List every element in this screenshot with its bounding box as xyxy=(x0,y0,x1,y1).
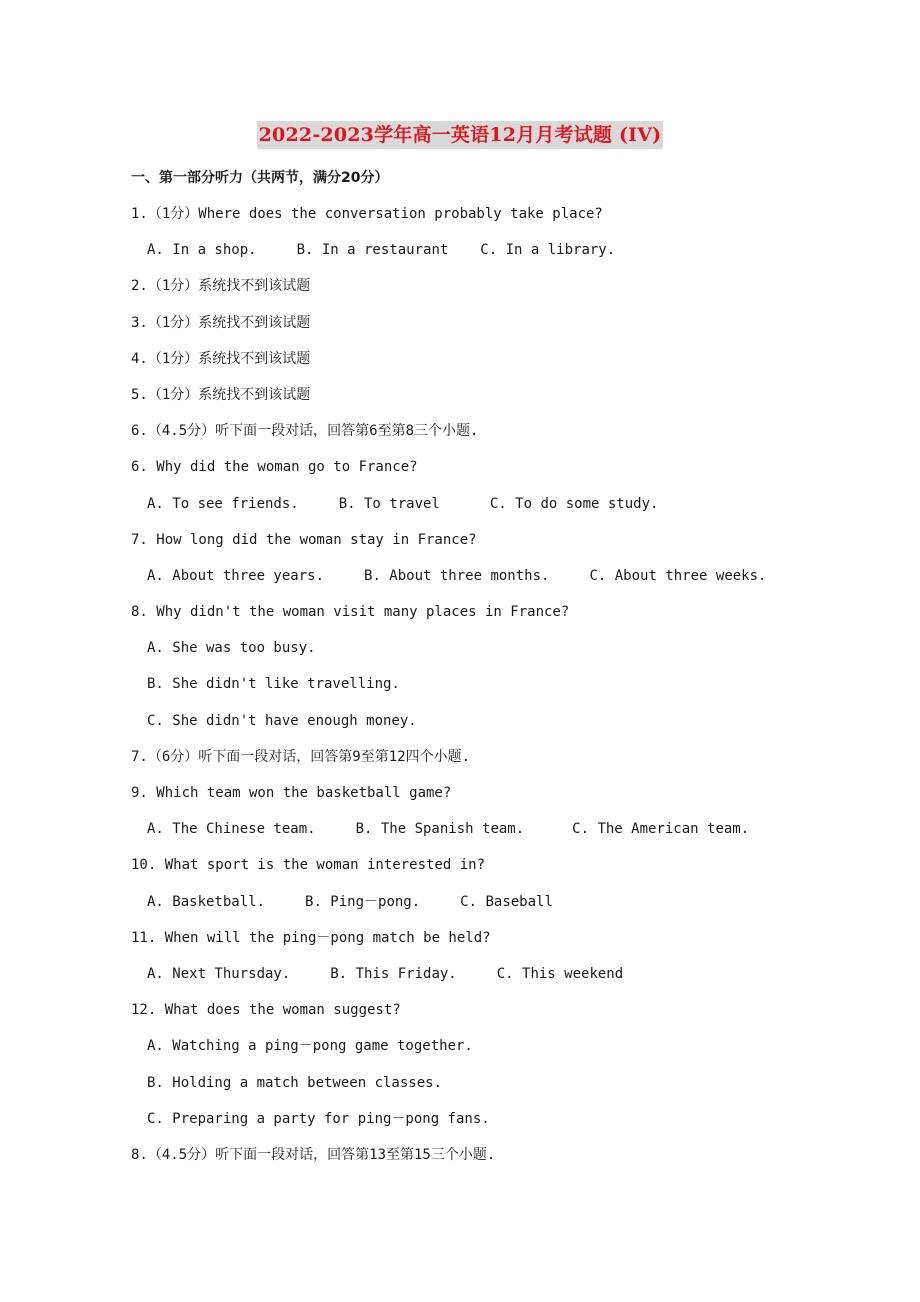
answer-option: B. To travel xyxy=(338,495,440,512)
answer-option-line: B. Holding a match between classes. xyxy=(147,1074,443,1091)
question-line: 11. When will the ping－pong match be held? xyxy=(131,929,491,946)
answer-option: C. To do some study. xyxy=(489,495,659,512)
answer-option: A. The Chinese team. xyxy=(147,821,316,838)
answer-option: A. In a shop. xyxy=(147,242,257,259)
question-line: 2.（1分）系统找不到该试题 xyxy=(131,278,311,295)
answer-option: C. The American team. xyxy=(572,821,750,838)
answer-option: A. Basketball. xyxy=(147,893,266,910)
answer-option: B. About three months. xyxy=(364,567,550,584)
question-line: 3.（1分）系统找不到该试题 xyxy=(131,314,311,331)
question-line: 5.（1分）系统找不到该试题 xyxy=(131,386,311,403)
question-line: 7. How long did the woman stay in France? xyxy=(131,531,477,548)
question-line: 6. Why did the woman go to France? xyxy=(131,459,418,476)
question-line: 10. What sport is the woman interested in? xyxy=(131,857,486,874)
answer-options-row xyxy=(131,892,851,928)
question-line: 9. Which team won the basketball game? xyxy=(131,785,452,801)
question-line: 8. Why didn't the woman visit many places in France? xyxy=(131,604,570,621)
answer-option-line: A. She was too busy. xyxy=(147,640,316,657)
question-line: 6.（4.5分）听下面一段对话，回答第6至第8三个小题. xyxy=(131,423,479,440)
question-line: 12. What does the woman suggest? xyxy=(131,1002,401,1019)
answer-options-row xyxy=(131,494,851,530)
question-line: 8.（4.5分）听下面一段对话，回答第13至第15三个小题. xyxy=(131,1146,496,1163)
answer-option: B. The Spanish team. xyxy=(355,821,525,838)
section-heading: 一、第一部分听力（共两节，满分20分） xyxy=(131,170,389,186)
answer-option: C. Baseball xyxy=(460,893,553,910)
answer-option: B. Ping－pong. xyxy=(305,893,421,910)
question-line: 1.（1分）Where does the conversation probably take place? xyxy=(131,206,603,222)
question-list xyxy=(131,204,851,1181)
answer-option-line: B. She didn't like travelling. xyxy=(147,676,400,693)
document-title: 2022-2023学年高一英语12月月考试题 (IV) xyxy=(257,121,664,149)
answer-option-line: C. Preparing a party for ping－pong fans. xyxy=(147,1110,490,1127)
answer-options-row xyxy=(131,964,851,1000)
answer-option-line: C. She didn't have enough money. xyxy=(147,712,417,729)
answer-option: C. About three weeks. xyxy=(589,567,767,584)
answer-option: B. In a restaurant xyxy=(296,242,449,259)
title-wrap xyxy=(0,121,920,149)
question-line: 7.（6分）听下面一段对话，回答第9至第12四个小题. xyxy=(131,748,470,765)
answer-option: A. Next Thursday. xyxy=(147,965,291,982)
answer-options-row xyxy=(131,819,851,855)
answer-option: C. In a library. xyxy=(480,242,616,259)
answer-options-row xyxy=(131,240,851,276)
answer-option: B. This Friday. xyxy=(330,965,457,982)
answer-option: C. This weekend xyxy=(496,965,624,982)
answer-option-line: A. Watching a ping－pong game together. xyxy=(147,1038,473,1055)
answer-options-row xyxy=(131,566,851,602)
answer-option: A. To see friends. xyxy=(147,495,299,512)
question-line: 4.（1分）系统找不到该试题 xyxy=(131,350,311,367)
answer-option: A. About three years. xyxy=(147,567,325,584)
